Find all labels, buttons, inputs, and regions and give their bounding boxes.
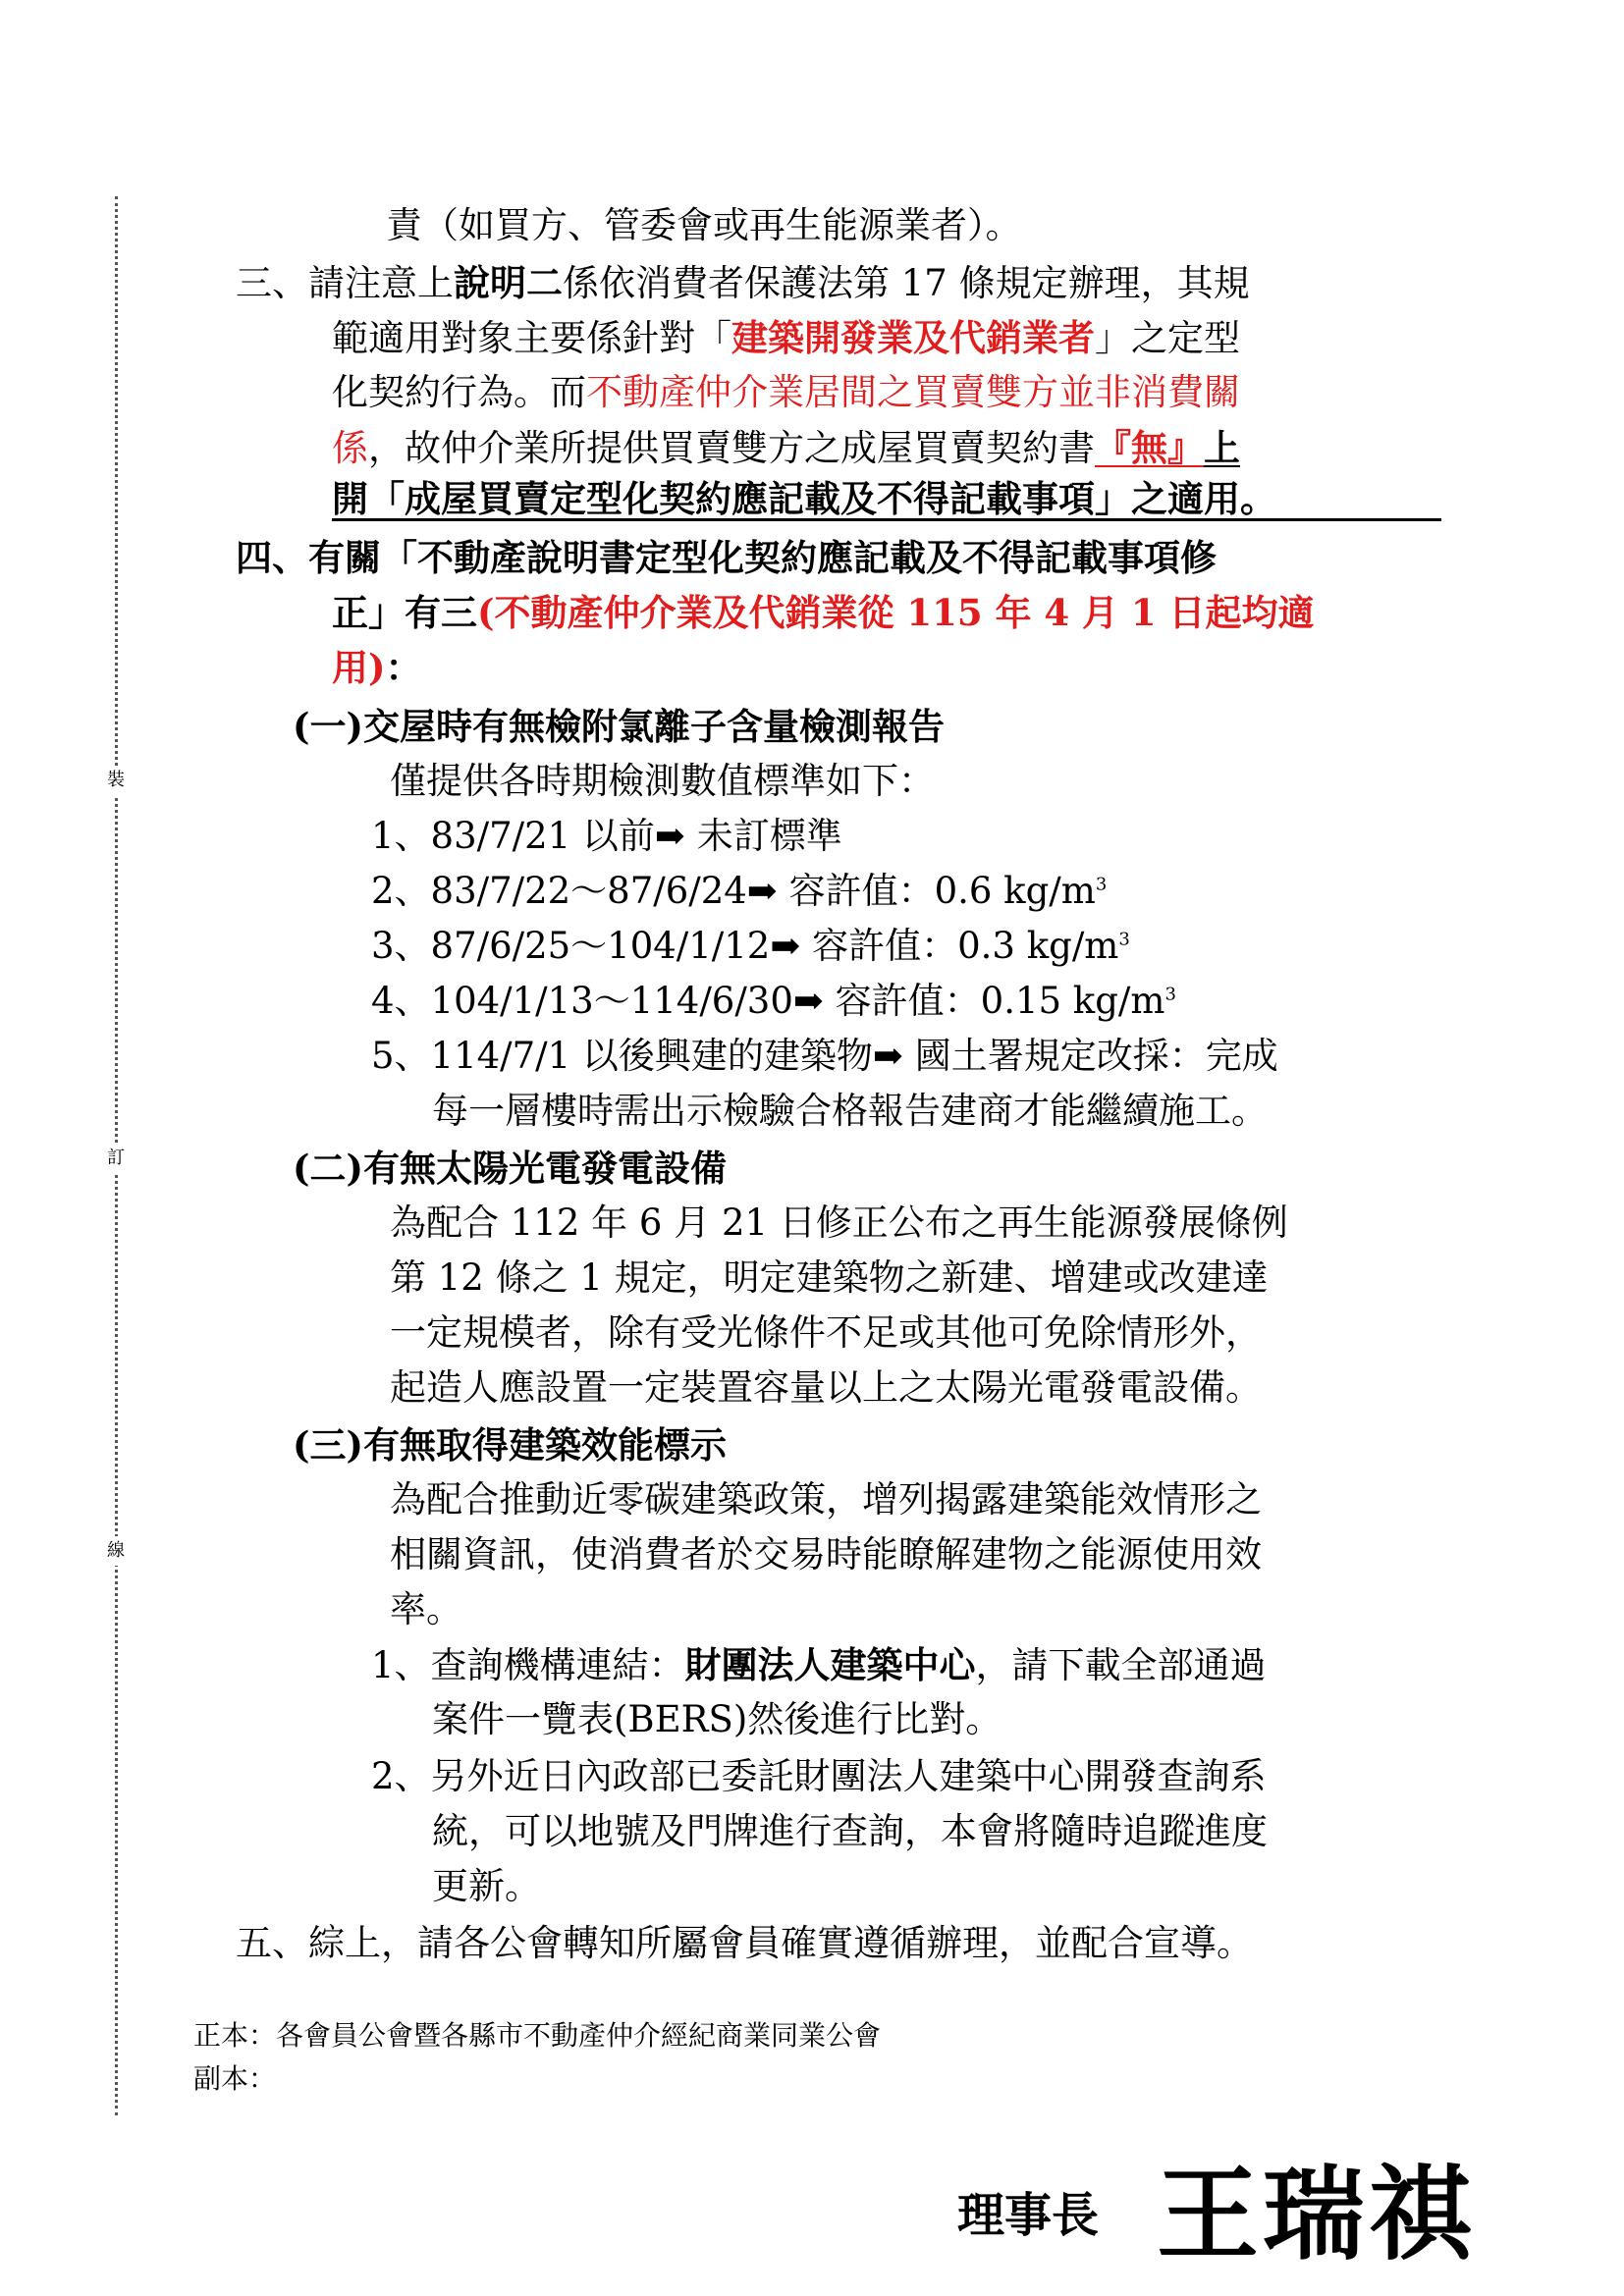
- section-5-line: 五、綜上，請各公會轉知所屬會員確實遵循辦理，並配合宣導。: [236, 1922, 1253, 1964]
- binding-char-ding: 訂: [101, 1144, 131, 1173]
- item-3-sub-2-cont-1: 統，可以地號及門牌進行查詢，本會將隨時追蹤進度: [432, 1810, 1268, 1852]
- item-2-title: (二)有無太陽光電發電設備: [293, 1147, 728, 1190]
- section-3-line-2: 範適用對象主要係針對「建築開發業及代銷業者」之定型: [332, 316, 1240, 359]
- section-3-line-4: 係，故仲介業所提供買賣雙方之成屋買賣契約書『無』上: [332, 426, 1240, 469]
- item-3-para-2: 相關資訊，使消費者於交易時能瞭解建物之能源使用效: [390, 1533, 1262, 1575]
- item-3-sub-1-cont: 案件一覽表(BERS)然後進行比對。: [432, 1698, 1002, 1740]
- item-1-row-2: 2、83/7/22～87/6/24➡ 容許值：0.6 $kg/m^3$: [371, 870, 1108, 912]
- item-3-sub-1: 1、查詢機構連結：財團法人建築中心，請下載全部通過: [371, 1643, 1267, 1686]
- highlight-developers: 建築開發業及代銷業者: [731, 316, 1095, 359]
- binding-char-zhuang: 裝: [101, 766, 131, 795]
- item-3-sub-2: 2、另外近日內政部已委託財團法人建築中心開發查詢系: [371, 1755, 1267, 1797]
- item-1-row-5-cont: 每一層樓時需出示檢驗合格報告建商才能繼續施工。: [432, 1090, 1268, 1132]
- section-3-line-1: 三、請注意上說明二係依消費者保護法第 17 條規定辦理，其規: [236, 261, 1250, 304]
- highlight-none: 『無』: [1095, 426, 1204, 469]
- item-3-para-3: 率。: [390, 1588, 462, 1630]
- item-1-title: (一)交屋時有無檢附氯離子含量檢測報告: [293, 705, 946, 748]
- item-2-para-4: 起造人應設置一定裝置容量以上之太陽光電發電設備。: [390, 1366, 1262, 1409]
- section-3-line-3: 化契約行為。而不動產仲介業居間之買賣雙方並非消費關: [332, 371, 1240, 413]
- cc-main: 正本：各會員公會暨各縣市不動產仲介經紀商業同業公會: [193, 2019, 882, 2052]
- section-4-line-3: 用)：: [332, 646, 422, 689]
- item-1-row-1: 1、83/7/21 以前➡ 未訂標準: [371, 815, 842, 857]
- item-1-row-4: 4、104/1/13～114/6/30➡ 容許值：0.15 $kg/m^3$: [371, 980, 1176, 1022]
- section-4-line-1: 四、有關「不動產說明書定型化契約應記載及不得記載事項修: [236, 536, 1217, 579]
- item-2-para-3: 一定規模者，除有受光條件不足或其他可免除情形外，: [390, 1311, 1262, 1354]
- section-5-number: 五、: [236, 1922, 308, 1964]
- item-1-row-3: 3、87/6/25～104/1/12➡ 容許值：0.3 $kg/m^3$: [371, 925, 1130, 967]
- continuation-line: 責（如買方、管委會或再生能源業者）。: [386, 204, 1022, 246]
- item-3-title: (三)有無取得建築效能標示: [293, 1423, 728, 1467]
- section-3-line-5: 開「成屋買賣定型化契約應記載及不得記載事項」之適用。: [332, 477, 1276, 520]
- item-2-para-1: 為配合 112 年 6 月 21 日修正公布之再生能源發展條例: [390, 1201, 1288, 1244]
- underline-rule: [332, 518, 1441, 521]
- section-3-number: 三、: [236, 262, 308, 304]
- bers-link-text: 財團法人建築中心: [684, 1643, 976, 1686]
- item-3-para-1: 為配合推動近零碳建築政策，增列揭露建築能效情形之: [390, 1478, 1262, 1521]
- item-2-para-2: 第 12 條之 1 規定，明定建築物之新建、增建或改建達: [390, 1256, 1269, 1299]
- item-1-row-5: 5、114/7/1 以後興建的建築物➡ 國土署規定改採：完成: [371, 1035, 1278, 1077]
- signature-name: 王瑞祺: [1157, 2155, 1476, 2274]
- signature-title: 理事長: [957, 2188, 1100, 2243]
- item-3-sub-2-cont-2: 更新。: [432, 1865, 541, 1907]
- section-4-line-2: 正」有三(不動產仲介業及代銷業從 115 年 4 月 1 日起均適: [332, 591, 1315, 634]
- binding-char-xian: 線: [101, 1536, 131, 1566]
- item-1-intro: 僅提供各時期檢測數值標準如下：: [390, 760, 935, 802]
- cc-copy: 副本：: [193, 2062, 277, 2095]
- section-4-number: 四、: [236, 536, 308, 579]
